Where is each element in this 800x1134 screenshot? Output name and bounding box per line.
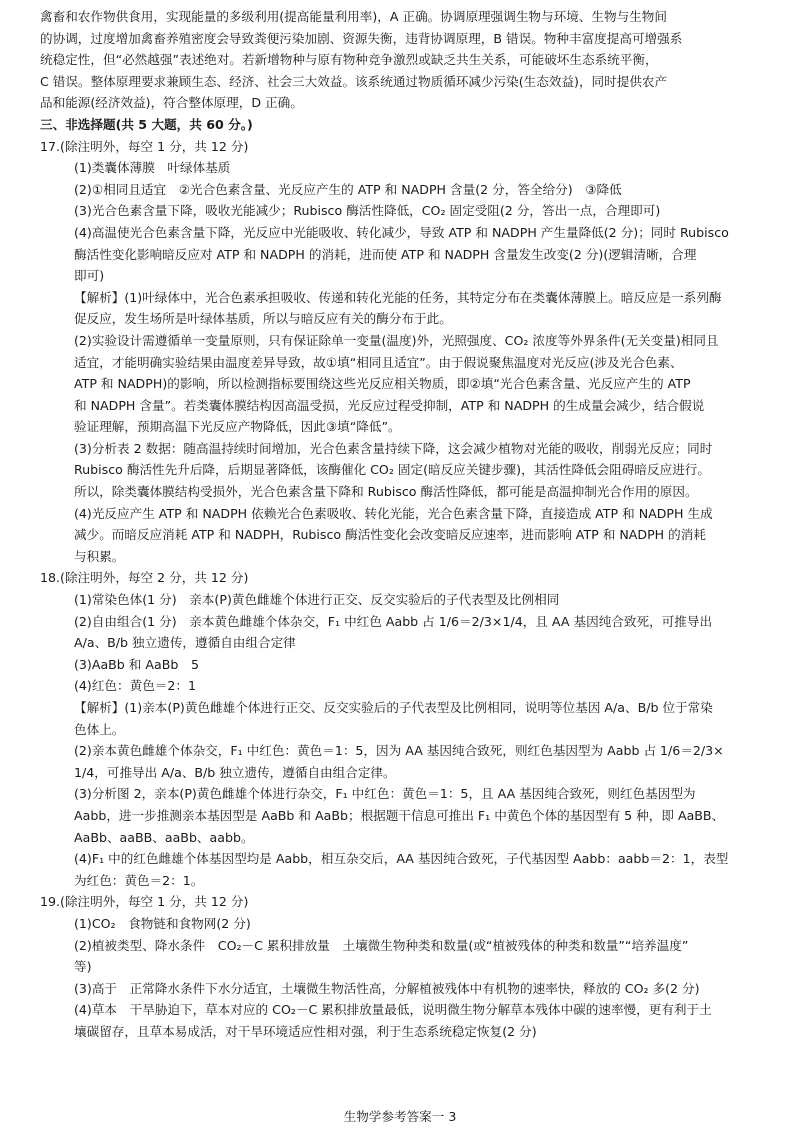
text-line: (1)常染色体(1 分) 亲本(P)黄色雌雄个体进行正交、反交实验后的子代表型及比例相同 xyxy=(74,592,560,608)
text-line: 与积累。 xyxy=(74,548,125,564)
text-line: 所以，除类囊体膜结构受损外，光合色素含量下降和 Rubisco 酶活性降低，都可能是高温抑制光合作用的原因。 xyxy=(74,484,698,500)
text-line: 验证理解，预期高温下光反应产物降低，因此③填“降低”。 xyxy=(74,419,401,435)
page-footer: 生物学参考答案一 3 xyxy=(343,1109,457,1124)
answer-text-body xyxy=(40,6,766,1043)
text-line: (3)分析表 2 数据：随高温持续时间增加，光合色素含量持续下降，这会减少植物对光能的吸收，削弱光反应；同时 xyxy=(74,440,713,456)
text-line: (4)光反应产生 ATP 和 NADPH 依赖光合色素吸收、转化光能，光合色素含量下降，直接造成 ATP 和 NADPH 生成 xyxy=(74,505,713,521)
text-line: ATP 和 NADPH)的影响，所以检测指标要围绕这些光反应相关物质，即②填“光合色素含量、光反应产生的 ATP xyxy=(74,376,691,392)
text-line: (3)AaBb 和 AaBb 5 xyxy=(74,656,199,672)
text-line: C 错误。整体原理要求兼顾生态、经济、社会三大效益。该系统通过物质循环减少污染(生态效益)，同时提供农产 xyxy=(40,73,668,89)
text-line: (4)F₁ 中的红色雌雄个体基因型均是 Aabb，相互杂交后，AA 基因纯合致死，子代基因型 Aabb：aabb＝2：1，表型 xyxy=(74,851,729,867)
text-line: 1/4，可推导出 A/a、B/b 独立遗传，遵循自由组合定律。 xyxy=(74,764,396,780)
text-line: (4)高温使光合色素含量下降，光反应中光能吸收、转化减少，导致 ATP 和 NADPH 产生量降低(2 分)；同时 Rubisco xyxy=(74,224,729,240)
text-line: (2)亲本黄色雌雄个体杂交，F₁ 中红色：黄色＝1：5，因为 AA 基因纯合致死，则红色基因型为 Aabb 占 1/6＝2/3× xyxy=(74,743,724,759)
text-line: 壤碳留存，且草本易成活，对干旱环境适应性相对强，利于生态系统稳定恢复(2 分) xyxy=(74,1023,537,1039)
text-line: Rubisco 酶活性先升后降，后期显著降低，该酶催化 CO₂ 固定(暗反应关键步骤)，其活性降低会阻碍暗反应进行。 xyxy=(74,462,710,478)
text-line: (1)类囊体薄膜 叶绿体基质 xyxy=(74,160,231,176)
text-line: 减少。而暗反应消耗 ATP 和 NADPH，Rubisco 酶活性变化会改变暗反应速率，进而影响 ATP 和 NADPH 的消耗 xyxy=(74,527,706,543)
text-line: (2)植被类型、降水条件 CO₂－C 累积排放量 土壤微生物种类和数量(或“植被残体的种类和数量”“培养温度” xyxy=(74,937,689,953)
text-line: 即可) xyxy=(74,268,105,284)
text-line: (2)自由组合(1 分) 亲本黄色雌雄个体杂交，F₁ 中红色 Aabb 占 1/6＝2/3×1/4，且 AA 基因纯合致死，可推导出 xyxy=(74,613,713,629)
text-line: 的协调，过度增加禽畜养殖密度会导致粪便污染加剧、资源失衡，违背协调原理，B 错误。物种丰富度提高可增强系 xyxy=(40,30,683,46)
text-line: 三、非选择题(共 5 大题，共 60 分。) xyxy=(40,116,253,132)
text-line: 【解析】(1)叶绿体中，光合色素承担吸收、传递和转化光能的任务，其特定分布在类囊体薄膜上。暗反应是一系列酶 xyxy=(74,289,722,305)
text-line: (4)红色：黄色＝2：1 xyxy=(74,678,197,694)
text-line: (2)①相同且适宜 ②光合色素含量、光反应产生的 ATP 和 NADPH 含量(2 分，答全给分) ③降低 xyxy=(74,181,622,197)
text-line: 统稳定性，但“必然越强”表述绝对。若新增物种与原有物种竞争激烈或缺乏共生关系，可能破坏生态系统平衡， xyxy=(40,52,658,68)
text-line: (4)草本 干旱胁迫下，草本对应的 CO₂－C 累积排放量最低，说明微生物分解草本残体中碳的速率慢，更有利于土 xyxy=(74,1002,712,1018)
text-line: 18.(除注明外，每空 2 分，共 12 分) xyxy=(40,570,249,586)
text-line: A/a、B/b 独立遗传，遵循自由组合定律 xyxy=(74,635,296,651)
text-line: Aabb，进一步推测亲本基因型是 AaBb 和 AaBb；根据题干信息可推出 F₁ 中黄色个体的基因型有 5 种，即 AaBB、 xyxy=(74,807,725,823)
text-line: (3)高于 正常降水条件下水分适宜，土壤微生物活性高，分解植被残体中有机物的速率快，释放的 CO₂ 多(2 分) xyxy=(74,980,700,996)
text-line: 酶活性变化影响暗反应对 ATP 和 NADPH 的消耗，进而使 ATP 和 NADPH 含量发生改变(2 分)(逻辑清晰，合理 xyxy=(74,246,697,262)
text-line: 和 NADPH 含量”。若类囊体膜结构因高温受损，光反应过程受抑制，ATP 和 NADPH 的生成量会减少，结合假说 xyxy=(74,397,705,413)
text-line: 适宜，才能明确实验结果由温度差异导致，故①填“相同且适宜”。由于假说聚焦温度对光反应(涉及光合色素、 xyxy=(74,354,683,370)
text-line: 17.(除注明外，每空 1 分，共 12 分) xyxy=(40,138,249,154)
text-line: 促反应，发生场所是叶绿体基质，所以与暗反应有关的酶分布于此。 xyxy=(74,311,452,327)
text-line: 色体上。 xyxy=(74,721,125,737)
text-line: (1)CO₂ 食物链和食物网(2 分) xyxy=(74,915,251,931)
text-line: 19.(除注明外，每空 1 分，共 12 分) xyxy=(40,894,249,910)
text-line: 等) xyxy=(74,959,92,975)
text-line: (3)分析图 2，亲本(P)黄色雌雄个体进行杂交，F₁ 中红色：黄色＝1：5，且 AA 基因纯合致死，则红色基因型为 xyxy=(74,786,696,802)
text-line: (2)实验设计需遵循单一变量原则，只有保证除单一变量(温度)外，光照强度、CO₂ 浓度等外界条件(无关变量)相同且 xyxy=(74,332,719,348)
text-line: 品和能源(经济效益)，符合整体原理，D 正确。 xyxy=(40,95,303,111)
text-line: 禽畜和农作物供食用，实现能量的多级利用(提高能量利用率)，A 正确。协调原理强调生物与环境、生物与生物间 xyxy=(40,9,667,24)
text-line: (3)光合色素含量下降，吸收光能减少；Rubisco 酶活性降低，CO₂ 固定受阻(2 分，答出一点，合理即可) xyxy=(74,203,661,219)
text-line: 【解析】(1)亲本(P)黄色雌雄个体进行正交、反交实验后的子代表型及比例相同，说明等位基因 A/a、B/b 位于常染 xyxy=(74,700,713,715)
text-line: AaBb、aaBB、aaBb、aabb。 xyxy=(74,829,254,845)
text-line: 为红色：黄色＝2：1。 xyxy=(74,872,204,888)
